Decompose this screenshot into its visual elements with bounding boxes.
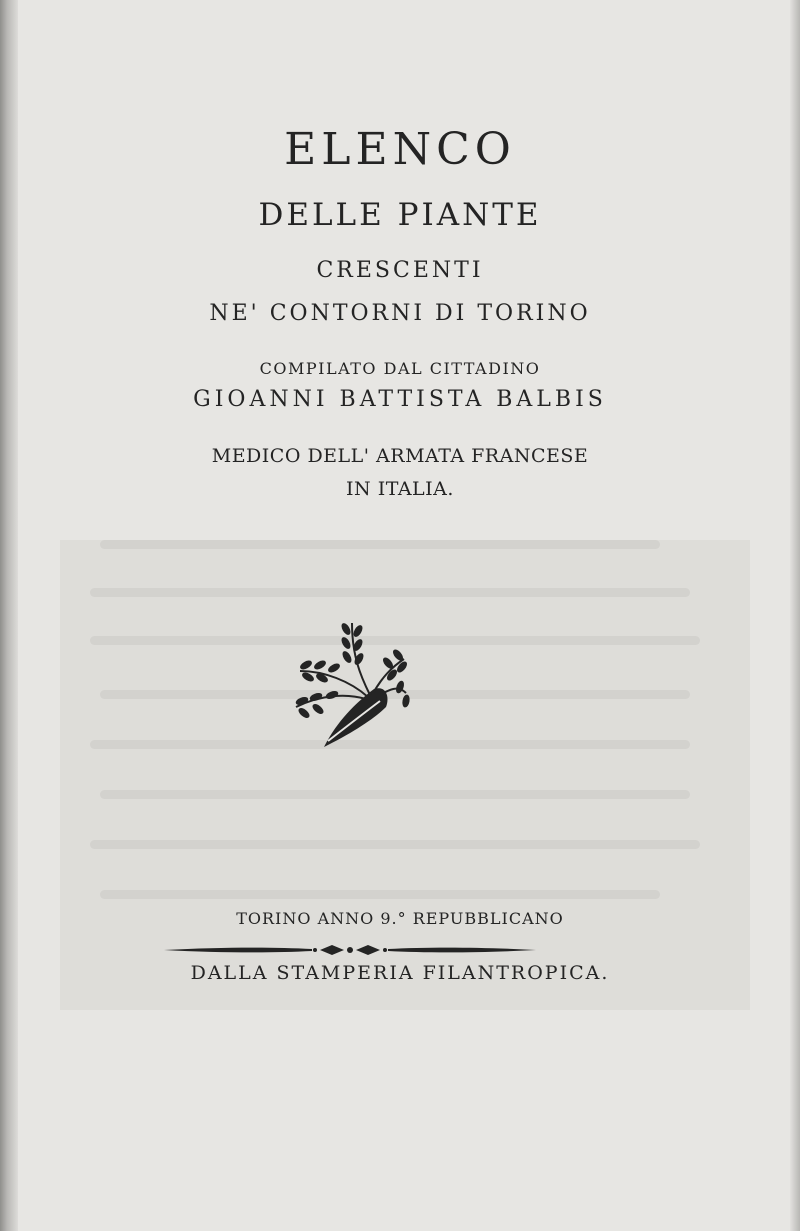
author-place: IN ITALIA. xyxy=(346,478,454,500)
subtitle-line-crescenti: CRESCENTI xyxy=(316,258,484,283)
page-subtitle: DELLE PIANTE xyxy=(258,197,542,233)
imprint-printer: DALLA STAMPERIA FILANTROPICA. xyxy=(190,962,610,984)
author-role: MEDICO DELL' ARMATA FRANCESE xyxy=(211,445,589,467)
imprint-date: TORINO ANNO 9.° REPUBBLICANO xyxy=(236,909,564,928)
subtitle-line-torino: NE' CONTORNI DI TORINO xyxy=(209,301,591,326)
compiler-intro: COMPILATO DAL CITTADINO xyxy=(259,359,541,378)
wheat-cornucopia-icon xyxy=(290,615,410,755)
bleed-through-line xyxy=(100,790,690,799)
page-title: ELENCO xyxy=(284,124,516,175)
ornamental-rule-icon xyxy=(162,942,538,958)
author-name: GIOANNI BATTISTA BALBIS xyxy=(193,387,607,412)
bleed-through-line xyxy=(90,588,690,597)
book-spine-shadow xyxy=(0,0,18,1231)
bleed-through-line xyxy=(100,890,660,899)
bleed-through-line xyxy=(100,540,660,549)
page-edge xyxy=(790,0,800,1231)
bleed-through-line xyxy=(90,840,700,849)
bleed-through-area xyxy=(60,540,750,1010)
